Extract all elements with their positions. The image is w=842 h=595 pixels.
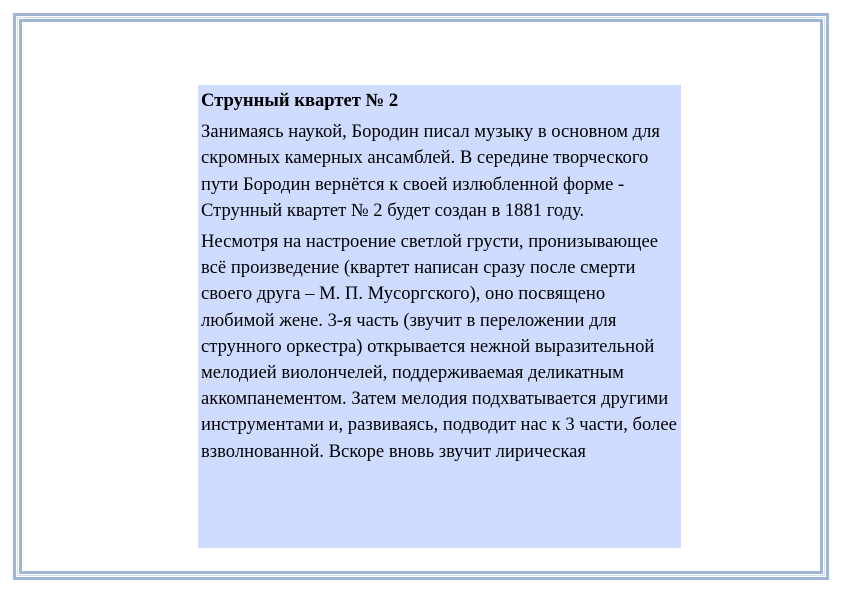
paragraph-1: Занимаясь наукой, Бородин писал музыку в основном для скромных камерных ансамблей. В середине творческого пути Бородин вернётся к своей излюбленной форме - Струнный квартет № 2 будет создан в 1881 году. [201,121,660,221]
paragraph-2: Несмотря на настроение светлой грусти, пронизывающее всё произведение (квартет написан сразу после смерти своего друга – М. П. Мусоргского), оно посвящено любимой жене. 3-я часть (звучит в переложении для струнного оркестра) открывается нежной выразительной мелодией виолончелей, поддерживаемая деликатным аккомпанементом. Затем мелодия подхватывается другими инструментами и, развиваясь, подводит нас к 3 части, более взволнованной. Вскоре вновь звучит лирическая [201,231,677,462]
text-block [198,85,681,548]
slide-heading: Струнный квартет № 2 [201,90,399,111]
